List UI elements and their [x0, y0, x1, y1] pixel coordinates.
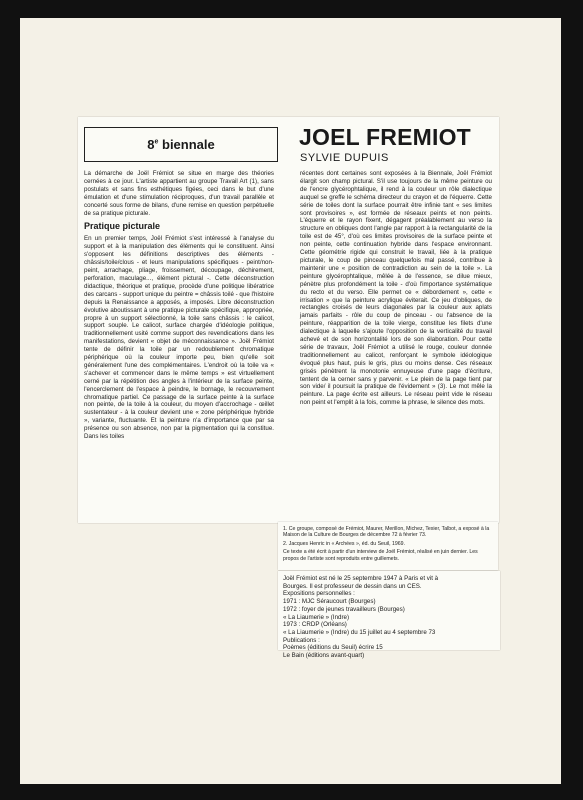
- footnote-2: 2. Jacques Henric in « Archées », éd. du Seuil, 1969.: [283, 540, 405, 547]
- bio-line: Publications :: [283, 636, 320, 644]
- bio-line: Joël Frémiot est né le 25 septembre 1947 à Paris et vit à: [283, 575, 439, 582]
- bio-line: 1973 : CRDP (Orléans): [283, 621, 347, 629]
- left-column: [84, 170, 274, 441]
- section-subheading: Pratique picturale: [84, 221, 161, 232]
- article-title: JOEL FREMIOT: [299, 124, 471, 150]
- footnotes: [283, 526, 493, 564]
- footnote-1: 1. Ce groupe, composé de Frémiot, Maurer, Merillon, Michez, Texier, Talbot, a exposé à la Maison de la Culture de Bourges de décembre 72 à février 73.: [283, 526, 490, 539]
- bio-line: Le Bain (éditions avant-quart): [283, 652, 365, 660]
- bio-line: Bourges. Il est professeur de dessin dans un CES.: [283, 582, 422, 590]
- biennale-header: [147, 137, 215, 152]
- right-body-paragraph: récentes dont certaines sont exposées à la Biennale, Joël Frémiot élargit son champ pictural. S'il use toujours de la même peinture ou de l'encre glycérophtalique, il rend à la couleur un rôle dialectique auquel se greffe le schéma directeur du crayon et de l'équerre. Cette série de toiles dont la surface pourrait être infinie tant « ses limites sont provisoires », est formée de réseaux peints et non peints. L'équerre et le rayon fixent, dégagent préalablement au verso la structure en obliques dont l'angle par rapport à la rectangularité de la toile est de 45°, d'où ces limites provisoires de la surface peinte et non peinte, cette continuation hybride dans l'espace environnant. Cette géométrie rigide qui construit le travail, liée à la pratique picturale, le coup de pinceau quelquefois mal passé, contribue à maintenir une « position de contradiction au sein de la toile ». La peinture glycérophtalique, mêlée à de l'essence, se dilue mieux, pénètre plus profondément la toile - d'où l'importance systématique du recto et du verso. Elle permet ce « débordement », cette « irrisation » que la peinture acrylique éviterait. Ce jeu d'obliques, de rectangles croisés de leurs diagonales par la couleur aux aplats jamais parfaits - rôle du coup de pinceau - ou l'absence de la peinture, réapparition de la toile vierge, constitue les filets d'une dialectique à laquelle s'ajoute l'opposition de la verticalité du travail achevé et de son horizontalité lors de son élaboration. Pour cette série de travaux, Joël Frémiot a utilisé le rouge, couleur donnée traditionnellement au calicot, renforçant le symbole idéologique évoqué plus haut, puis le gris, plus ou moins dense. Ces réseaux grisés pénètrent la monotonie ennuyeuse d'une page d'écriture, tentent de la cerner sans y parvenir. « Le plein de la page tient par son vide/ il poursuit la pratique de l'évidement » (3). Le mot mêle la peinture. La page écrite est ailleurs. Le réseau peint vide le réseau non peint et l'emplit à la fois, comme la phrase, le silence des mots.: [300, 170, 492, 407]
- article-author: SYLVIE DUPUIS: [300, 152, 389, 164]
- left-body-paragraph: En un premier temps, Joël Frémiot s'est intéressé à l'analyse du support et à la manipulation des éléments qui le constituent. Ainsi s'opposent les définitions descriptives des éléments - châssis/toile/clous - et leurs manipulations spécifiques - peint/non-peint, arrachage, pliage, froissement, découpage, déchirement, perforation, maculage..., élément pictural -. Cette déconstruction didactique, théorique et pratique, procède d'une politique libératrice des carcans - support unique du peintre = châssis toilé - que l'histoire depuis la Renaissance a apposés, a imposés. Libre déconstruction évolutive aboutissant à une pratique picturale spécifique, appropriée, propre à un support sélectionné, la toile sans châssis : le calicot, support souple. Le calicot, surface chargée d'idéologie politique, traditionnellement usité comme support des revendications dans les manifestations, devient « objet de méconnaissance ». Joël Frémiot tente de définir la toile par un redoublement chromatique périphérique où la couleur importe peu, bien qu'elle soit généralement l'une des complémentaires. L'endroit où la toile va « s'achever et commencer dans le même temps » est virtuellement cerné par la répétition des angles à l'intérieur de la surface peinte, l'encerclement de l'espace à peindre, le bornage, le recouvrement chromatique partiel. Ce passage de la surface peinte à la surface non peinte, de la toile à la couleur, du moyen d'accrochage - œillet sustentateur - à la couleur devient une « zone périphérique hybride », variante, fluctuante. Et la peinture n'a d'importance que par sa présence ou son absence, non par la pigmentation qui la constitue. Dans les toiles: [84, 235, 274, 441]
- bio-line: 1972 : foyer de jeunes travailleurs (Bourges): [283, 605, 405, 613]
- interview-note: Ce texte a été écrit à partir d'un interview de Joël Frémiot, réalisé en juin dernier. Les propos de l'artiste sont reproduits entre guillemets.: [283, 549, 478, 562]
- biennale-word: biennale: [162, 137, 215, 152]
- bio-line: Expositions personnelles :: [283, 590, 355, 598]
- bio-line: Poèmes (éditions du Seuil) écrire 15: [283, 644, 383, 652]
- bio-line: « La Liaumerie » (Indre): [283, 613, 350, 621]
- right-column: [300, 170, 492, 407]
- biennale-number: 8: [147, 137, 155, 152]
- bio-line: 1971 : MJC Séraucourt (Bourges): [283, 598, 376, 606]
- biennale-superscript: e: [154, 138, 159, 146]
- intro-paragraph: La démarche de Joël Frémiot se situe en marge des théories cernées à ce jour. L'artiste appartient au groupe Travail Art (1), sans postulats et sans fins esthétiques figées, ceci dans le but d'une émulation et d'une stimulation réciproques, d'un travail parallèle et concerté sous forme de bilans, d'une remise en question perpétuelle de sa pratique picturale.: [84, 170, 274, 217]
- biography: [283, 575, 495, 660]
- bio-line: « La Liaumerie » (Indre) du 15 juillet au 4 septembre 73: [283, 628, 436, 636]
- biennale-header-box: [84, 127, 278, 162]
